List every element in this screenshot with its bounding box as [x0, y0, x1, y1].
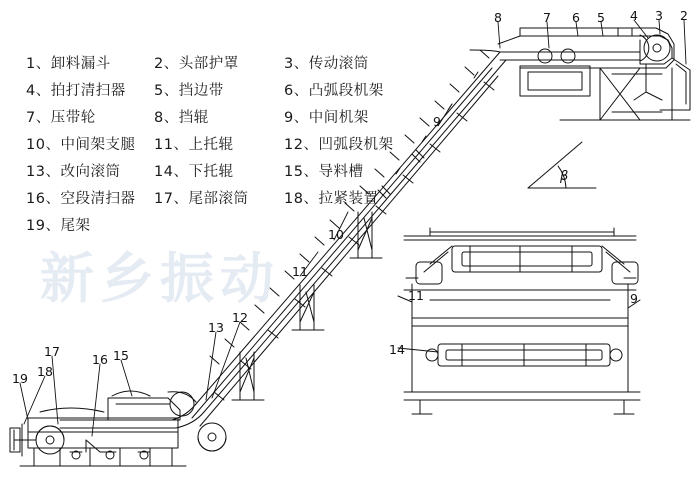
callout-number-13: 13: [208, 320, 224, 335]
legend-item-4: 4、拍打清扫器: [26, 83, 126, 99]
legend-item-14: 14、下托辊: [154, 164, 234, 180]
legend-item-17: 17、尾部滚筒: [154, 191, 249, 207]
callout-number-3: 3: [655, 8, 663, 23]
legend-row: [26, 52, 426, 73]
legend-row: [26, 133, 426, 154]
callout-number-4: 4: [630, 8, 638, 23]
callout-number-7: 7: [543, 10, 551, 25]
legend-item-6: 6、凸弧段机架: [284, 83, 384, 99]
legend-list: [26, 52, 426, 241]
legend-item-13: 13、改向滚筒: [26, 164, 121, 180]
legend-item-5: 5、挡边带: [154, 83, 224, 99]
head-assembly: [498, 28, 690, 120]
legend-item-2: 2、头部护罩: [154, 56, 239, 72]
callout-number-6: 6: [572, 10, 580, 25]
legend-row: [26, 187, 426, 208]
legend-row: [26, 106, 426, 127]
callout-number-11: 11: [292, 264, 308, 279]
callout-number-2: 2: [680, 8, 688, 23]
legend-item-18: 18、拉紧装置: [284, 191, 379, 207]
callout-number-14: 14: [389, 342, 405, 357]
legend-item-16: 16、空段清扫器: [26, 191, 136, 207]
legend-item-12: 12、凹弧段机架: [284, 137, 394, 153]
tail-assembly: [10, 391, 226, 466]
legend-item-10: 10、中间架支腿: [26, 137, 136, 153]
callout-number-9: 9: [433, 114, 441, 129]
legend-item-7: 7、压带轮: [26, 110, 96, 126]
callout-number-9: 9: [630, 291, 638, 306]
callout-number-19: 19: [12, 371, 28, 386]
legend-row: [26, 79, 426, 100]
callout-number-16: 16: [92, 352, 108, 367]
legend-row: [26, 214, 426, 235]
legend-item-9: 9、中间机架: [284, 110, 369, 126]
legend-item-3: 3、传动滚筒: [284, 56, 369, 72]
legend-item-8: 8、挡辊: [154, 110, 209, 126]
callout-number-8: 8: [494, 10, 502, 25]
callout-number-18: 18: [37, 364, 53, 379]
legend-item-11: 11、上托辊: [154, 137, 234, 153]
legend-row: [26, 160, 426, 181]
legend-item-1: 1、卸料漏斗: [26, 56, 111, 72]
legend-item-15: 15、导料槽: [284, 164, 364, 180]
callout-number-5: 5: [597, 10, 605, 25]
detail-carrying-idler: [398, 228, 640, 414]
callout-number-12: 12: [232, 310, 248, 325]
callout-number-10: 10: [328, 227, 344, 242]
legend-item-19: 19、尾架: [26, 218, 91, 234]
callout-number-17: 17: [44, 344, 60, 359]
callout-number-11: 11: [408, 288, 424, 303]
watermark-text: 新乡振动: [40, 247, 280, 310]
callout-number-15: 15: [113, 348, 129, 363]
incline-angle-label: β: [560, 169, 569, 184]
